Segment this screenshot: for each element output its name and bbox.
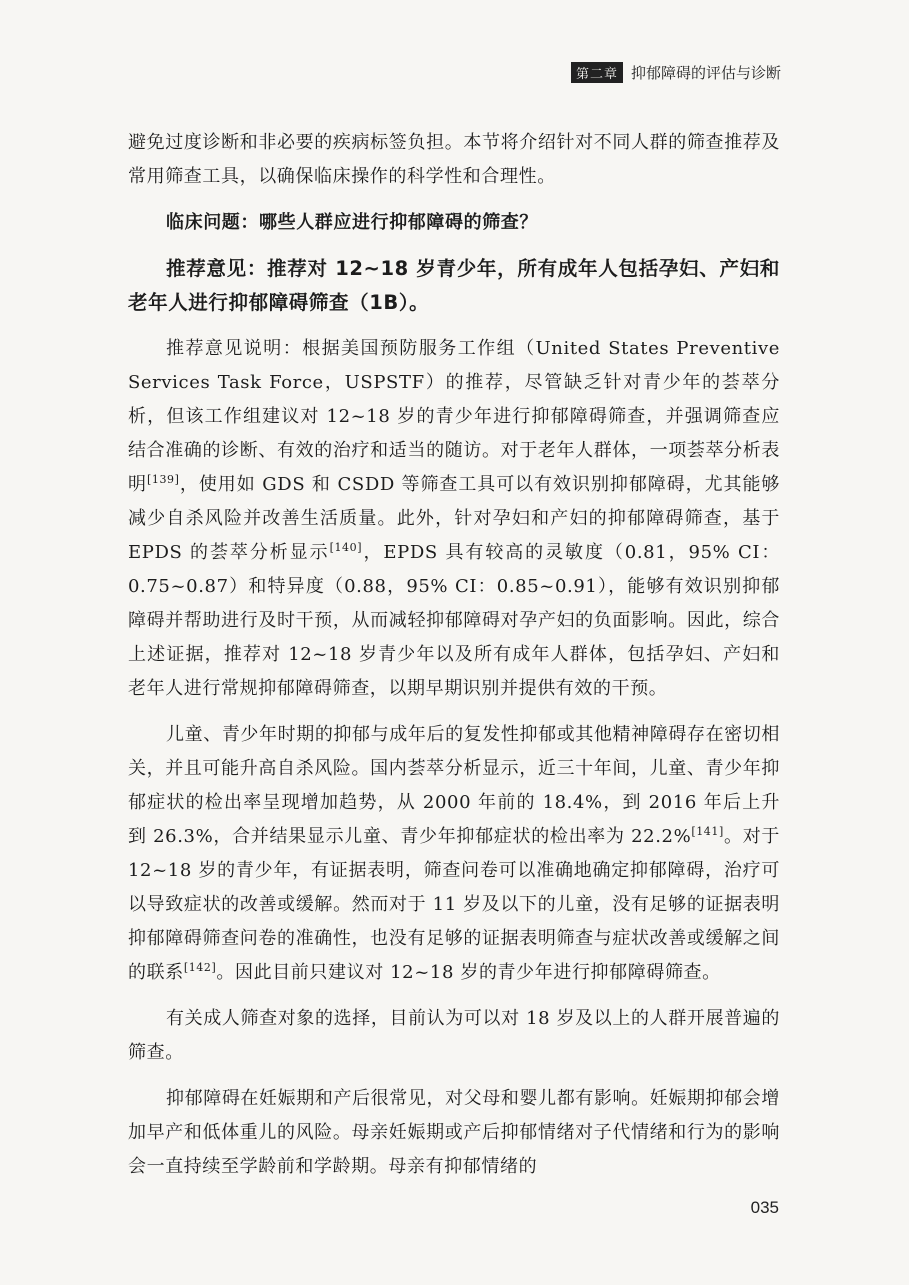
text-segment: ，EPDS 具有较高的灵敏度（0.81，95% CI：0.75~0.87）和特异度（0.88，95% CI：0.85~0.91），能够有效识别抑郁障碍并帮助进行及时干预，从而减轻抑郁障碍对孕产妇的负面影响。因此，综合上述证据，推荐对 12~18 岁青少年以及所有成年人群体，包括孕妇、产妇和老年人进行常规抑郁障碍筛查，以期早期识别并提供有效的干预。 xyxy=(128,542,781,699)
citation-142: [142] xyxy=(183,961,217,974)
clinical-question: 临床问题：哪些人群应进行抑郁障碍的筛查？ xyxy=(166,212,538,233)
page-body xyxy=(128,126,780,1196)
citation-139: [139] xyxy=(146,473,180,486)
recommendation-explanation xyxy=(128,332,780,706)
text-segment: 。因此目前只建议对 12~18 岁的青少年进行抑郁障碍筛查。 xyxy=(216,962,721,983)
paragraph-pregnancy: 抑郁障碍在妊娠期和产后很常见，对父母和婴儿都有影响。妊娠期抑郁会增加早产和低体重儿的风险。母亲妊娠期或产后抑郁情绪对子代情绪和行为的影响会一直持续至学龄前和学龄期。母亲有抑郁情绪的 xyxy=(128,1088,780,1177)
chapter-title: 抑郁障碍的评估与诊断 xyxy=(630,64,781,82)
text-segment: ，使用如 GDS 和 CSDD 等筛查工具可以有效识别抑郁障碍，尤其能够减少自杀风险并改善生活质量。此外，针对孕妇和产妇的抑郁障碍筛查，基于 EPDS 的荟萃分析显示 xyxy=(128,474,781,563)
chapter-badge: 第二章 xyxy=(571,62,623,83)
paragraph-continuation: 避免过度诊断和非必要的疾病标签负担。本节将介绍针对不同人群的筛查推荐及常用筛查工具，以确保临床操作的科学性和合理性。 xyxy=(128,132,780,187)
page-number: 035 xyxy=(750,1198,779,1217)
paragraph-adults: 有关成人筛查对象的选择，目前认为可以对 18 岁及以上的人群开展普遍的筛查。 xyxy=(128,1008,780,1063)
text-segment: 推荐意见说明：根据美国预防服务工作组（United States Preventive Services Task Force，USPSTF）的推荐，尽管缺乏针对青少年的荟萃分析，但该工作组建议对 12~18 岁的青少年进行抑郁障碍筛查，并强调筛查应结合准确的诊断、有效的治疗和适当的随访。对于老年人群体，一项荟萃分析表明 xyxy=(128,338,780,495)
recommendation: 推荐意见：推荐对 12~18 岁青少年，所有成年人包括孕妇、产妇和老年人进行抑郁障碍筛查（1B）。 xyxy=(128,257,780,314)
paragraph-children xyxy=(128,718,780,990)
citation-141: [141] xyxy=(691,825,724,838)
text-segment: 。对于 12~18 岁的青少年，有证据表明，筛查问卷可以准确地确定抑郁障碍，治疗可以导致症状的改善或缓解。然而对于 11 岁及以下的儿童，没有足够的证据表明抑郁障碍筛查问卷的准确性，也没有足够的证据表明筛查与症状改善或缓解之间的联系 xyxy=(128,826,780,983)
citation-140: [140] xyxy=(329,541,363,554)
text-segment: 儿童、青少年时期的抑郁与成年后的复发性抑郁或其他精神障碍存在密切相关，并且可能升高自杀风险。国内荟萃分析显示，近三十年间，儿童、青少年抑郁症状的检出率呈现增加趋势，从 2000 年前的 18.4%，到 2016 年后上升到 26.3%，合并结果显示儿童、青少年抑郁症状的检出率为 22.2% xyxy=(128,724,780,847)
running-header xyxy=(571,62,781,83)
